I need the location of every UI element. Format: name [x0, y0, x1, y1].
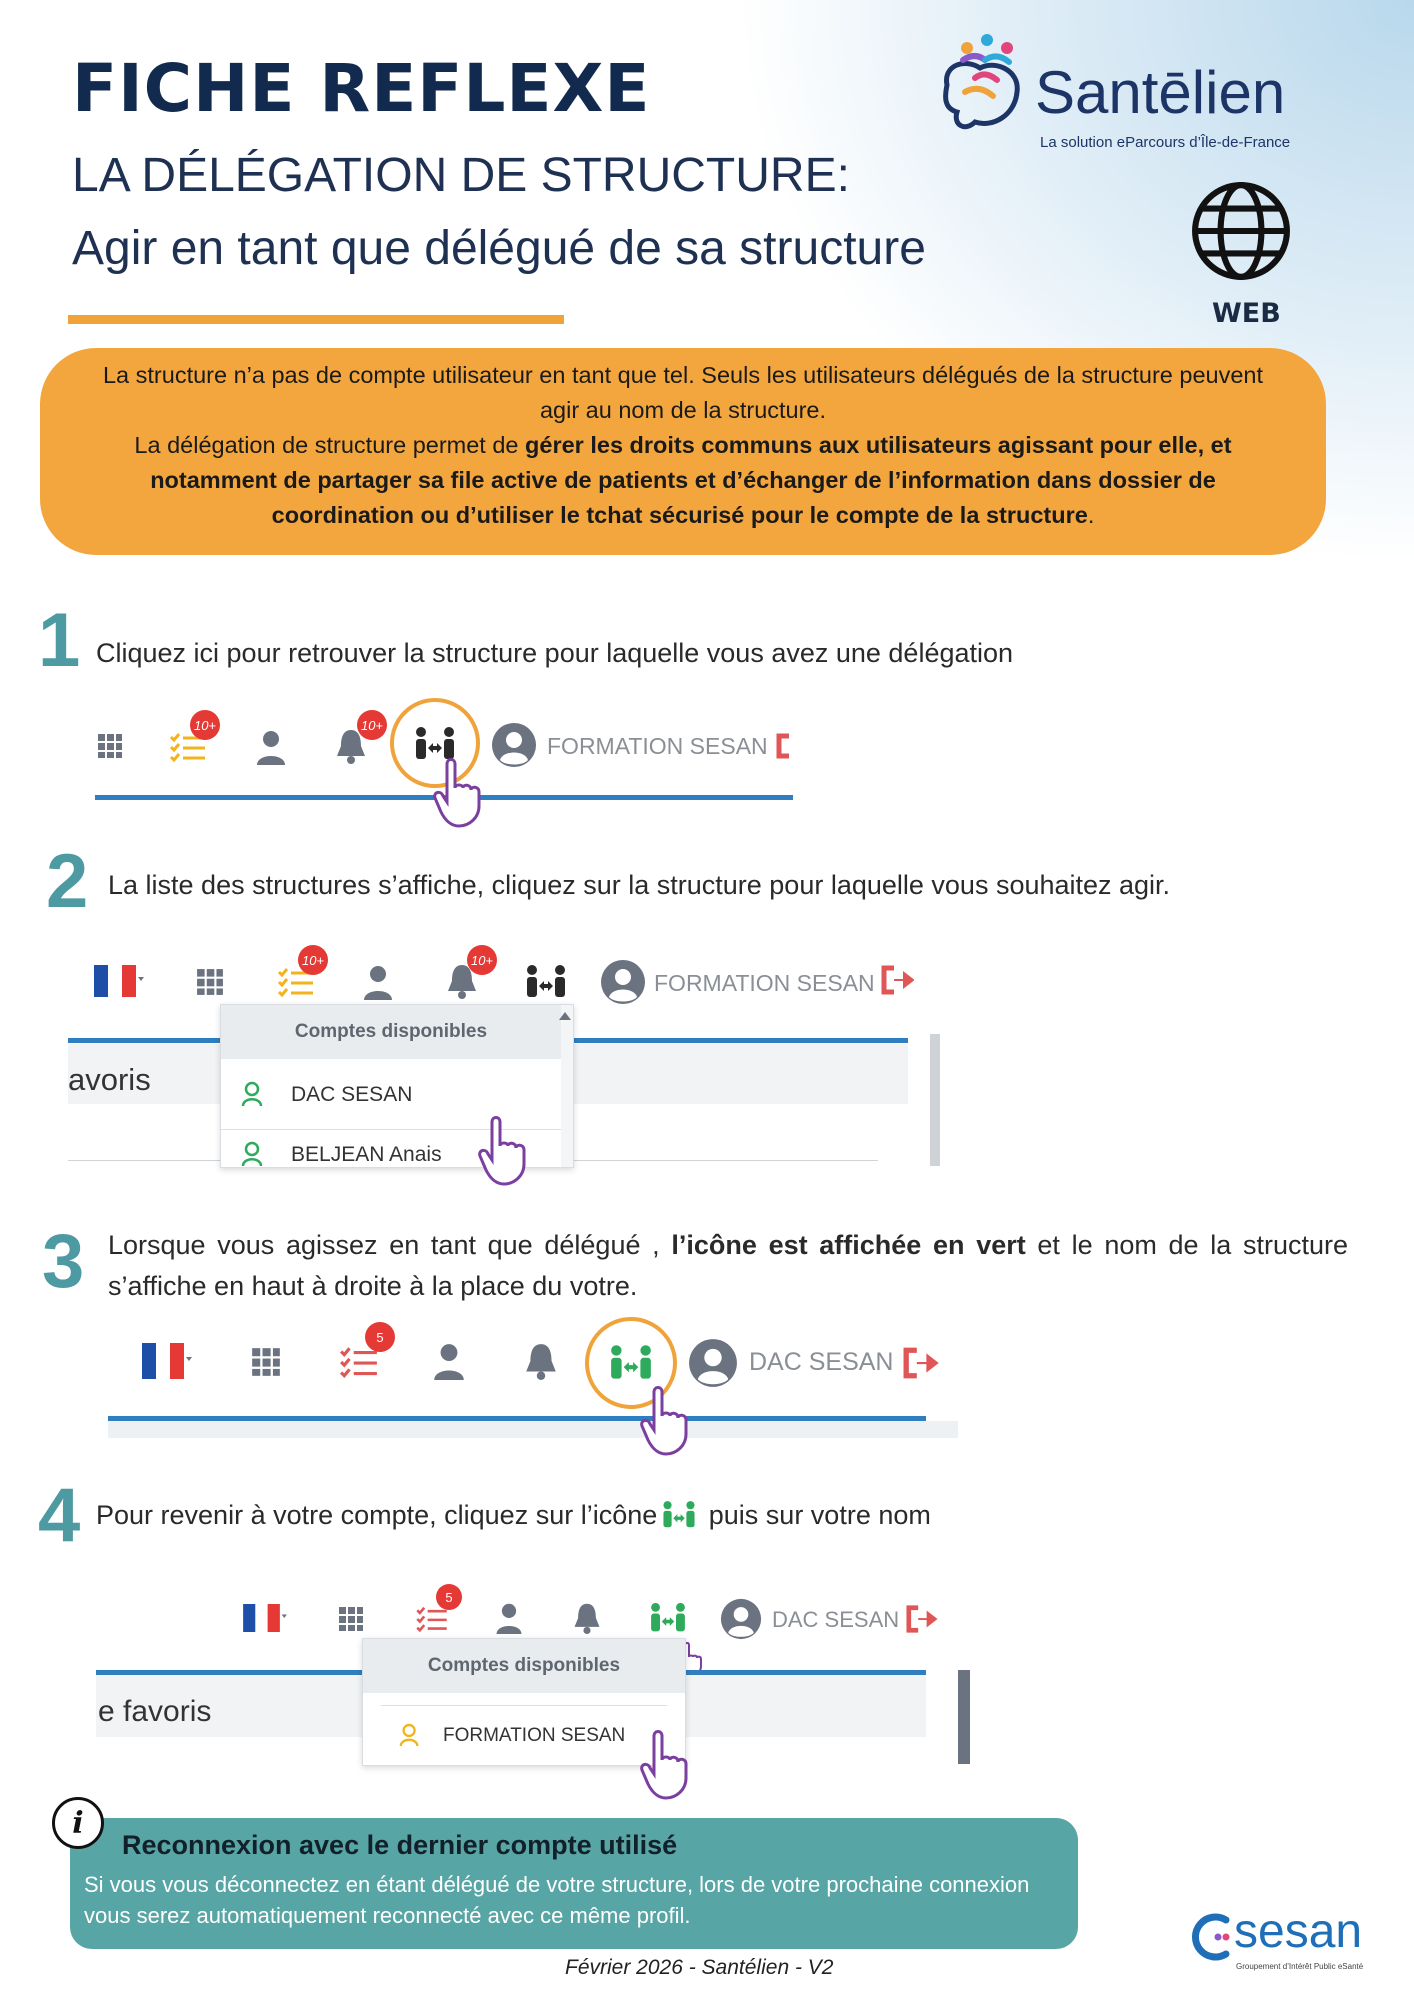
step-3-text-prefix: Lorsque vous agissez en tant que délégué ,	[108, 1230, 672, 1260]
delegation-active-icon[interactable]	[648, 1602, 688, 1634]
step-4-text	[96, 1500, 931, 1531]
account-user-icon	[241, 1081, 265, 1107]
step-4-screenshot	[96, 1562, 970, 1764]
intro-line2-bold: gérer les droits communs aux utilisateurs agissant pour elle, et notamment de partager sa file active de patients et d’échanger de l’information dans dossier de coordination ou d’utiliser le tchat sécurisé pour le compte de la structure	[150, 432, 1232, 528]
hand-pointer-icon	[640, 1730, 708, 1802]
dropdown-divider	[381, 1705, 667, 1706]
delegation-active-icon	[661, 1500, 697, 1530]
step-3-screenshot	[108, 1310, 958, 1438]
sesan-wordmark: sesan	[1234, 1905, 1363, 1958]
santelien-tagline: La solution eParcours d’Île-de-France	[1040, 134, 1291, 151]
step-4-text-suffix: puis sur votre nom	[701, 1500, 931, 1530]
info-box-body: Si vous vous déconnectez en étant délégué de votre structure, lors de votre prochaine connexion vous serez automatiquement reconnecté avec ce même profil.	[84, 1872, 1030, 1928]
dropdown-scrollbar[interactable]	[561, 1005, 573, 1167]
favorites-label: e favoris	[98, 1695, 212, 1728]
dropdown-item-dac-sesan[interactable]	[221, 1069, 561, 1121]
notifications-badge: 10+	[467, 945, 497, 975]
content-strip	[108, 1421, 958, 1438]
flag-fr-icon[interactable]	[94, 965, 144, 997]
logout-icon[interactable]	[904, 1604, 938, 1634]
favorites-label: avoris	[68, 1062, 151, 1097]
intro-box	[40, 348, 1326, 555]
delegation-icon[interactable]	[413, 726, 457, 762]
account-name[interactable]: FORMATION SESAN	[654, 970, 875, 996]
santelien-logo	[935, 30, 1355, 160]
step-3-text-bold: l’icône est affichée en vert	[671, 1230, 1026, 1260]
user-icon[interactable]	[255, 729, 287, 765]
logout-icon[interactable]	[880, 964, 914, 996]
account-user-icon	[399, 1723, 421, 1747]
grid-icon[interactable]	[97, 733, 123, 759]
bell-icon[interactable]	[524, 1342, 558, 1380]
tasks-badge: 5	[436, 1584, 462, 1610]
title-underline	[68, 315, 564, 324]
grid-icon[interactable]	[251, 1347, 281, 1377]
step-3-number: 3	[42, 1219, 85, 1304]
sesan-logo-mark-icon	[1190, 1912, 1234, 1962]
scroll-up-icon[interactable]	[557, 1010, 573, 1022]
info-box-title: Reconnexion avec le dernier compte utilisé	[122, 1830, 678, 1860]
grid-icon[interactable]	[338, 1606, 364, 1632]
sesan-logo	[1190, 1905, 1390, 1980]
step-1-number: 1	[38, 598, 81, 683]
dropdown-header: Comptes disponibles	[221, 1005, 561, 1059]
delegation-icon[interactable]	[524, 964, 568, 1000]
page-title: FICHE REFLEXE	[72, 50, 651, 127]
step-3-text-suffix: et le nom de la structure s’affiche en haut à droite à la place du votre.	[108, 1230, 1348, 1301]
dropdown-item-label: FORMATION SESAN	[443, 1725, 626, 1746]
intro-line2-prefix: La délégation de structure permet de	[134, 432, 526, 458]
tasks-badge: 5	[365, 1322, 395, 1352]
grid-icon[interactable]	[196, 968, 224, 996]
step-2-number: 2	[46, 839, 89, 924]
logout-icon[interactable]	[775, 732, 793, 760]
user-icon[interactable]	[432, 1342, 466, 1380]
account-user-icon	[241, 1141, 265, 1167]
account-name[interactable]: DAC SESAN	[772, 1607, 900, 1632]
delegation-active-icon[interactable]	[608, 1344, 654, 1382]
platform-label: WEB	[1212, 298, 1281, 329]
hand-pointer-icon	[433, 758, 501, 830]
user-icon[interactable]	[362, 964, 394, 1000]
scrollbar[interactable]	[958, 1670, 970, 1764]
bell-icon[interactable]	[572, 1602, 602, 1634]
santelien-wordmark: Santēlien	[1035, 59, 1286, 126]
footer-text: Février 2026 - Santélien - V2	[565, 1956, 834, 1979]
tasks-icon[interactable]	[415, 1606, 449, 1632]
step-4-text-prefix: Pour revenir à votre compte, cliquez sur l’icône	[96, 1500, 658, 1530]
step-1-screenshot	[95, 698, 793, 822]
avatar-icon[interactable]	[688, 1338, 738, 1388]
step-4-number: 4	[38, 1473, 81, 1558]
step-1-text: Cliquez ici pour retrouver la structure pour laquelle vous avez une délégation	[96, 638, 1014, 668]
account-name[interactable]: DAC SESAN	[749, 1348, 894, 1376]
sesan-tagline: Groupement d’Intérêt Public eSanté	[1236, 1962, 1364, 1971]
user-icon[interactable]	[494, 1602, 524, 1634]
intro-line2-suffix: .	[1087, 502, 1095, 528]
logout-icon[interactable]	[900, 1346, 940, 1380]
account-name[interactable]: FORMATION SESAN	[547, 733, 768, 759]
intro-line1: La structure n’a pas de compte utilisateur en tant que tel. Seuls les utilisateurs délégués de la structure peuvent agir au nom de la structure.	[102, 362, 1263, 423]
info-icon: i	[52, 1797, 104, 1849]
dropdown-header: Comptes disponibles	[363, 1639, 685, 1693]
tasks-icon[interactable]	[339, 1346, 379, 1378]
tasks-badge: 10+	[190, 710, 220, 740]
dropdown-item-label: DAC SESAN	[291, 1083, 413, 1106]
hand-pointer-icon	[478, 1116, 546, 1188]
step-2-text: La liste des structures s’affiche, cliquez sur la structure pour laquelle vous souhaitez agir.	[108, 870, 1171, 900]
santelien-logo-mark-icon	[935, 30, 1035, 140]
intro-line2	[90, 428, 1276, 533]
avatar-icon[interactable]	[720, 1598, 762, 1640]
tasks-badge: 10+	[298, 945, 328, 975]
dropdown-item-label: BELJEAN Anais	[291, 1143, 442, 1166]
notifications-badge: 10+	[357, 710, 387, 740]
step-2-screenshot	[68, 942, 940, 1166]
accounts-dropdown	[362, 1638, 686, 1766]
page-subtitle-line1: LA DÉLÉGATION DE STRUCTURE:	[72, 149, 850, 202]
dropdown-item-formation-sesan[interactable]	[363, 1711, 685, 1761]
avatar-icon[interactable]	[600, 959, 646, 1005]
page-subtitle-line2: Agir en tant que délégué de sa structure	[72, 222, 926, 275]
scrollbar[interactable]	[930, 1034, 940, 1166]
flag-fr-icon[interactable]	[142, 1343, 192, 1379]
hand-pointer-icon	[640, 1386, 708, 1458]
info-box	[70, 1818, 1078, 1949]
globe-icon	[1190, 180, 1292, 282]
step-3-text	[108, 1225, 1348, 1307]
flag-fr-icon[interactable]	[242, 1604, 288, 1632]
